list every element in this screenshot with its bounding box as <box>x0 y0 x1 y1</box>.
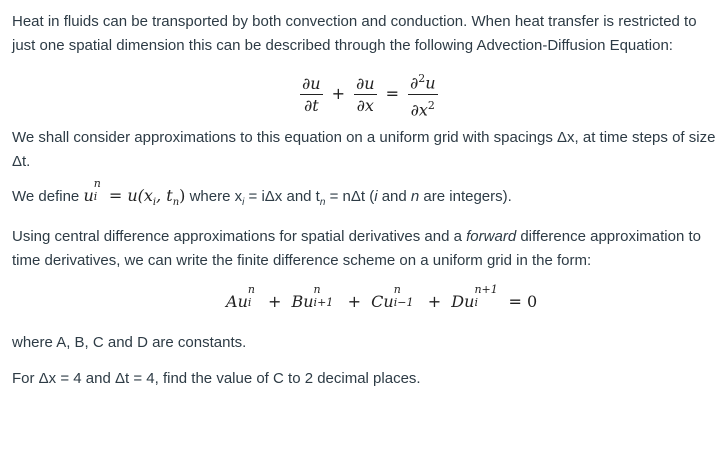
plus-sign: + <box>331 84 345 103</box>
time-derivative <box>300 73 323 116</box>
second-derivative <box>408 68 438 120</box>
method-paragraph: Using central difference approximations for spatial derivatives and a forward difference approximation to time derivatives, we can write the finite difference scheme on a uniform grid in the form: <box>12 228 702 270</box>
second-derivative-numerator: ∂$^2$u <box>408 68 438 94</box>
equation-row <box>298 69 440 119</box>
constants-paragraph: where A, B, C and D are constants. <box>12 334 247 352</box>
definition-paragraph: We define u n i = $u(x_i$, $t_n$) where $x_i = i\Delta x$ and $t_n = n\Delta t$ (i and n are integers). <box>12 177 512 209</box>
question-body <box>12 10 717 391</box>
space-derivative-denominator: ∂x <box>356 95 374 115</box>
u-notation: u n i = $u(x_i$, $t_n$) <box>83 177 186 209</box>
question-prompt: For Δx = 4 and Δt = 4, find the value of C to 2 decimal places. <box>12 370 421 388</box>
time-derivative-numerator: ∂u <box>302 73 321 93</box>
second-derivative-denominator: $\partial x^2$ <box>410 98 435 119</box>
space-derivative-numerator: ∂u <box>355 73 375 93</box>
intro-paragraph: Heat in fluids can be transported by both convection and conduction. When heat transfer is restricted to just one spatial dimension this can be described through the following Advection-Diffusion Equation: <box>12 13 697 54</box>
equals-sign: = <box>385 84 399 103</box>
finite-difference-scheme <box>12 273 717 331</box>
time-derivative-denominator: ∂t <box>303 95 319 115</box>
advection-diffusion-equation <box>12 58 717 126</box>
grid-paragraph: We shall consider approximations to this equation on a uniform grid with spacings Δx, at time steps of size Δt. <box>12 129 716 170</box>
space-derivative <box>354 73 377 116</box>
scheme-equation: Au n i + Bu n i+1 + Cu n i−1 + Du n+1 i = 0 <box>226 283 538 312</box>
